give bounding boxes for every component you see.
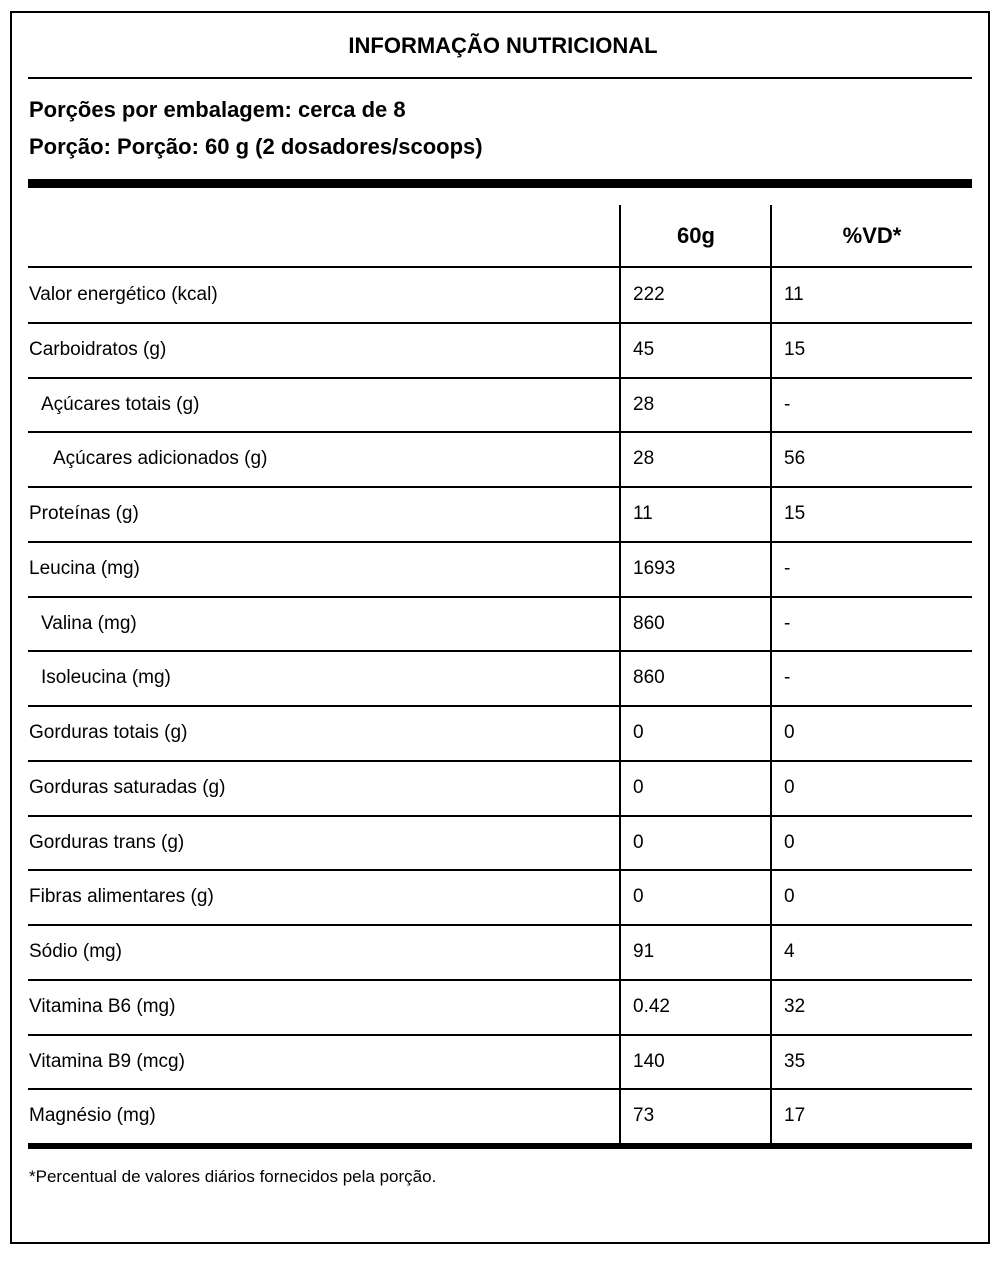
nutrient-dv: 17 [784, 1105, 806, 1127]
nutrient-name: Vitamina B6 (mg) [29, 995, 176, 1017]
nutrient-amount: 860 [633, 612, 665, 634]
bottom-thick-divider [28, 1143, 972, 1149]
nutrient-amount: 222 [633, 284, 665, 305]
nutrient-dv: 0 [784, 776, 795, 798]
table-row [28, 432, 972, 487]
table-row [28, 925, 972, 980]
label-title: INFORMAÇÃO NUTRICIONAL [348, 33, 658, 58]
nutrient-dv: 32 [784, 995, 806, 1017]
table-row [28, 542, 972, 597]
table-row [28, 378, 972, 433]
nutrient-amount: 28 [633, 393, 655, 415]
nutrient-name: Proteínas (g) [29, 503, 139, 524]
nutrient-dv: 15 [784, 338, 806, 360]
serving-size: Porção: Porção: 60 g (2 dosadores/scoops) [29, 134, 483, 159]
nutrient-name: Açúcares totais (g) [41, 393, 200, 415]
column-divider [770, 205, 772, 1144]
nutrient-name: Gorduras totais (g) [29, 722, 188, 743]
nutrient-dv: 0 [784, 831, 795, 853]
nutrient-amount: 0.42 [633, 995, 670, 1017]
nutrient-amount: 28 [633, 448, 655, 470]
column-divider [619, 205, 621, 1144]
nutrient-dv: - [784, 557, 791, 579]
nutrient-name: Gorduras saturadas (g) [29, 776, 226, 798]
table-row [28, 268, 972, 323]
nutrient-name: Leucina (mg) [29, 557, 140, 579]
table-row [28, 706, 972, 761]
nutrient-dv: 35 [784, 1050, 806, 1072]
nutrient-dv: 11 [784, 284, 804, 305]
footnote: *Percentual de valores diários fornecidos pela porção. [29, 1167, 437, 1186]
nutrient-name: Vitamina B9 (mcg) [29, 1050, 185, 1072]
servings-per-package: Porções por embalagem: cerca de 8 [29, 97, 406, 122]
table-row [28, 980, 972, 1035]
nutrient-amount: 860 [633, 667, 665, 689]
nutrient-name: Açúcares adicionados (g) [53, 448, 268, 470]
table-row [28, 1089, 972, 1144]
nutrient-amount: 140 [633, 1050, 665, 1072]
nutrient-dv: 15 [784, 503, 806, 524]
nutrient-amount: 1693 [633, 557, 676, 579]
table-row [28, 870, 972, 925]
nutrient-dv: 56 [784, 448, 806, 470]
nutrient-amount: 45 [633, 338, 655, 360]
table-row [28, 597, 972, 652]
table-row [28, 487, 972, 542]
table-row [28, 761, 972, 816]
nutrient-dv: - [784, 612, 791, 634]
nutrient-dv: - [784, 393, 791, 415]
nutrient-dv: - [784, 667, 791, 689]
table-row [28, 1035, 972, 1090]
nutrient-amount: 0 [633, 776, 644, 798]
nutrient-dv: 0 [784, 722, 795, 743]
column-header-amount: 60g [677, 223, 715, 248]
nutrient-amount: 73 [633, 1105, 655, 1127]
divider [28, 77, 972, 79]
nutrient-amount: 0 [633, 831, 644, 853]
nutrient-name: Isoleucina (mg) [41, 667, 171, 689]
nutrient-amount: 0 [633, 886, 644, 908]
nutrient-amount: 0 [633, 722, 644, 743]
table-row [28, 816, 972, 871]
nutrient-name: Valina (mg) [41, 612, 137, 634]
table-row [28, 323, 972, 378]
table-row [28, 651, 972, 706]
nutrient-dv: 4 [784, 941, 795, 962]
nutrient-name: Gorduras trans (g) [29, 831, 185, 853]
nutrient-name: Valor energético (kcal) [29, 284, 218, 305]
nutrient-name: Fibras alimentares (g) [29, 886, 214, 908]
nutrient-amount: 91 [633, 941, 655, 962]
nutrient-name: Carboidratos (g) [29, 338, 167, 360]
nutrient-name: Magnésio (mg) [29, 1105, 156, 1127]
column-header-dv: %VD* [842, 223, 902, 248]
nutrient-dv: 0 [784, 886, 795, 908]
thick-divider [28, 179, 972, 188]
nutrient-name: Sódio (mg) [29, 941, 122, 962]
nutrient-amount: 11 [633, 503, 653, 524]
